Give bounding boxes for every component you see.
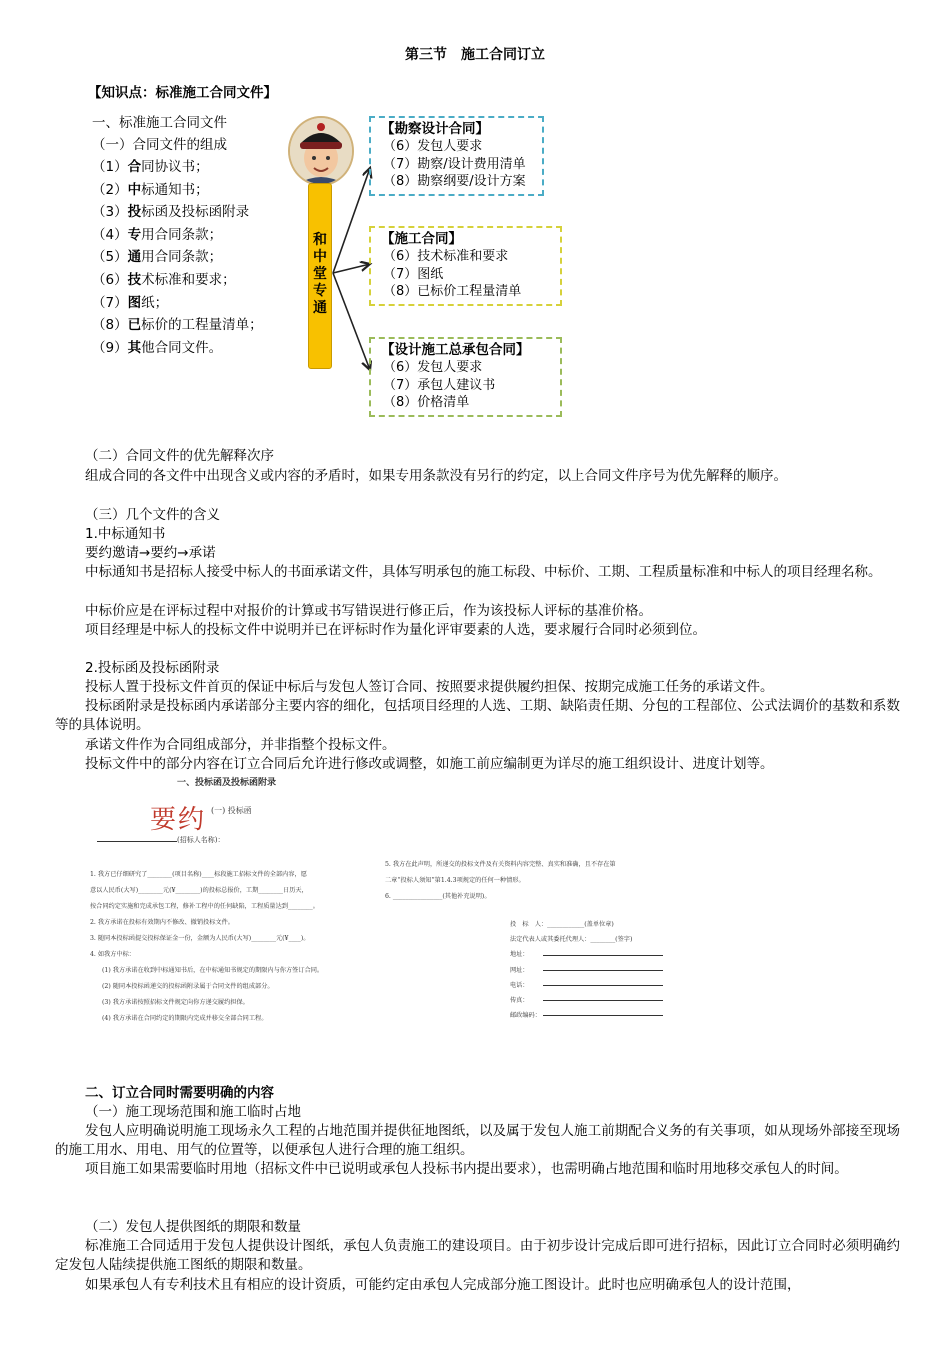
contract-doc-list (92, 158, 263, 361)
box-line: （7）承包人建议书 (383, 377, 496, 393)
box-line: （8）勘察纲要/设计方案 (383, 174, 526, 189)
drawings-heading: （二）发包人提供图纸的期限和数量 (85, 1219, 301, 1235)
list-item: （3）投标函及投标函附录 (92, 204, 250, 221)
award-heading: 1.中标通知书 (85, 526, 166, 542)
list-item: （2）中标通知书； (92, 181, 209, 198)
site-p1: 发包人应明确说明施工现场永久工程的占地范围并提供征地图纸，以及属于发包人施工前期配合义务的有关事项，如从现场外部接至现场的施工用水、用电、用气的位置等，以便承包人进行合理的施工组织。 (55, 1123, 900, 1159)
box-title: 【施工合同】 (381, 231, 462, 247)
bid-p1: 投标人置于投标文件首页的保证中标后与发包人签订合同、按照要求提供履约担保、按期完成施工任务的承诺文件。 (85, 679, 774, 695)
box-title: 【勘察设计合同】 (381, 121, 489, 137)
award-p3: 项目经理是中标人的投标文件中说明并已在评标时作为量化评审要素的人选，要求履行合同时必须到位。 (85, 622, 706, 638)
drawings-p2: 如果承包人有专利技术且有相应的设计资质，可能约定由承包人完成部分施工图设计。此时也应明确承包人的设计范围， (85, 1277, 801, 1293)
priority-text: 组成合同的各文件中出现含义或内容的矛盾时，如果专用条款没有另行的约定，以上合同文件序号为优先解释的顺序。 (85, 468, 787, 484)
scan-to: (招标人名称)： (177, 836, 225, 844)
scan-big-title: 要约 (150, 805, 207, 835)
section1-heading: 一、标准施工合同文件 (92, 115, 227, 131)
bid-p2: 投标函附录是投标函内承诺部分主要内容的细化，包括项目经理的人选、工期、缺陷责任期、分包的工程部位、公式法调价的基数和系数等的具体说明。 (55, 698, 900, 734)
bid-p3: 承诺文件作为合同组成部分，并非指整个投标文件。 (85, 737, 396, 753)
construction-contract-box (369, 226, 562, 306)
scan-header: 一、投标函及投标函附录 (177, 778, 277, 788)
list-item: （7）图纸； (92, 294, 169, 311)
list-item: （8）已标价的工程量清单； (92, 317, 263, 334)
scan-right-body: 5. 我方在此声明，所递交的投标文件及有关资料内容完整、真实和准确，且不存在第 二章“投标人须知”第1.4.3项规定的任何一种情形。 6. ________________(其他补充说明)。 (385, 861, 616, 900)
priority-heading: （二）合同文件的优先解释次序 (85, 448, 274, 464)
box-line: （6）发包人要求 (383, 139, 483, 154)
bid-heading: 2.投标函及投标函附录 (85, 660, 220, 676)
award-chain: 要约邀请→要约→承诺 (85, 545, 216, 561)
site-heading: （一）施工现场范围和施工临时占地 (85, 1104, 301, 1120)
page-title: 第三节 施工合同订立 (405, 47, 545, 63)
scan-underline (97, 841, 177, 842)
bid-p4: 投标文件中的部分内容在订立合同后允许进行修改或调整，如施工前应编制更为详尽的施工组织设计、进度计划等。 (85, 756, 774, 772)
box-line: （8）价格清单 (383, 395, 470, 410)
mnemonic-bar (308, 183, 332, 369)
award-p1: 中标通知书是招标人接受中标人的书面承诺文件，具体写明承包的施工标段、中标价、工期、工程质量标准和中标人的项目经理名称。 (85, 564, 882, 580)
site-p2: 项目施工如果需要临时用地（招标文件中已说明或承包人投标书内提出要求），也需明确占地范围和临时用地移交承包人的时间。 (85, 1161, 848, 1177)
list-item: （1）合同协议书； (92, 159, 209, 175)
section1-sub1: （一）合同文件的组成 (92, 137, 227, 153)
scan-sub: (一) 投标函 (211, 806, 252, 815)
survey-design-contract-box (369, 116, 544, 196)
drawings-p1: 标准施工合同适用于发包人提供设计图纸，承包人负责施工的建设项目。由于初步设计完成后即可进行招标，因此订立合同时必须明确约定发包人陆续提供施工图纸的期限和数量。 (55, 1238, 900, 1274)
scan-left-body: 1. 我方已仔细研究了________(项目名称)____标段施工招标文件的全部内容，愿 意以人民币(大写)________元(¥________)的投标总报价，工期________日历天， 按合同约定实施和完成承包工程，修补工程中的任何缺陷，工程质量达到________。 2. 我方承诺在投标有效期内不修改、撤销投标文件。 3. 随同本投标函提交投标保证金一份，金额为人民币(大写)________元(¥____)。 4. 如我方中标： (1) 我方承诺在收到中标通知书后，在中标通知书规定的期限内与你方签订合同。 (2) 随同本投标函递交的投标函附录属于合同文件的组成部分。 (3) 我方承诺按照招标文件规定向你方递交履约担保。 (4) 我方承诺在合同约定的期限内完成并移交全部合同工程。 (90, 871, 324, 1022)
box-line: （6）发包人要求 (383, 360, 483, 375)
knowledge-point: 【知识点：标准施工合同文件】 (88, 85, 277, 101)
list-item: （6）技术标准和要求； (92, 271, 236, 288)
box-line: （6）技术标准和要求 (383, 249, 509, 264)
list-item: （5）通用合同条款； (92, 249, 223, 266)
scan-sign-block: 投 标 人：____________(盖单位章) 法定代表人或其委托代理人：________(签字) 地址： 网址： 电话： 传真： 邮政编码： (510, 921, 633, 1020)
arrow-3 (333, 273, 370, 370)
arrow-2 (333, 264, 370, 273)
meanings-heading: （三）几个文件的含义 (85, 507, 220, 523)
section2-heading: 二、订立合同时需要明确的内容 (85, 1085, 274, 1101)
mnemonic-chars: 和 中 堂 专 通 (313, 232, 327, 316)
list-item: （4）专用合同条款； (92, 226, 223, 243)
list-item: （9）其他合同文件。 (92, 339, 223, 356)
design-build-contract-box (369, 337, 562, 417)
box-line: （8）已标价工程量清单 (383, 284, 522, 299)
box-title: 【设计施工总承包合同】 (381, 342, 530, 358)
arrow-1 (333, 168, 370, 273)
bid-letter-scan (85, 775, 705, 1043)
box-line: （7）勘察/设计费用清单 (383, 156, 526, 172)
box-line: （7）图纸 (383, 266, 444, 282)
award-p2: 中标价应是在评标过程中对报价的计算或书写错误进行修正后，作为该投标人评标的基准价格。 (85, 603, 652, 619)
